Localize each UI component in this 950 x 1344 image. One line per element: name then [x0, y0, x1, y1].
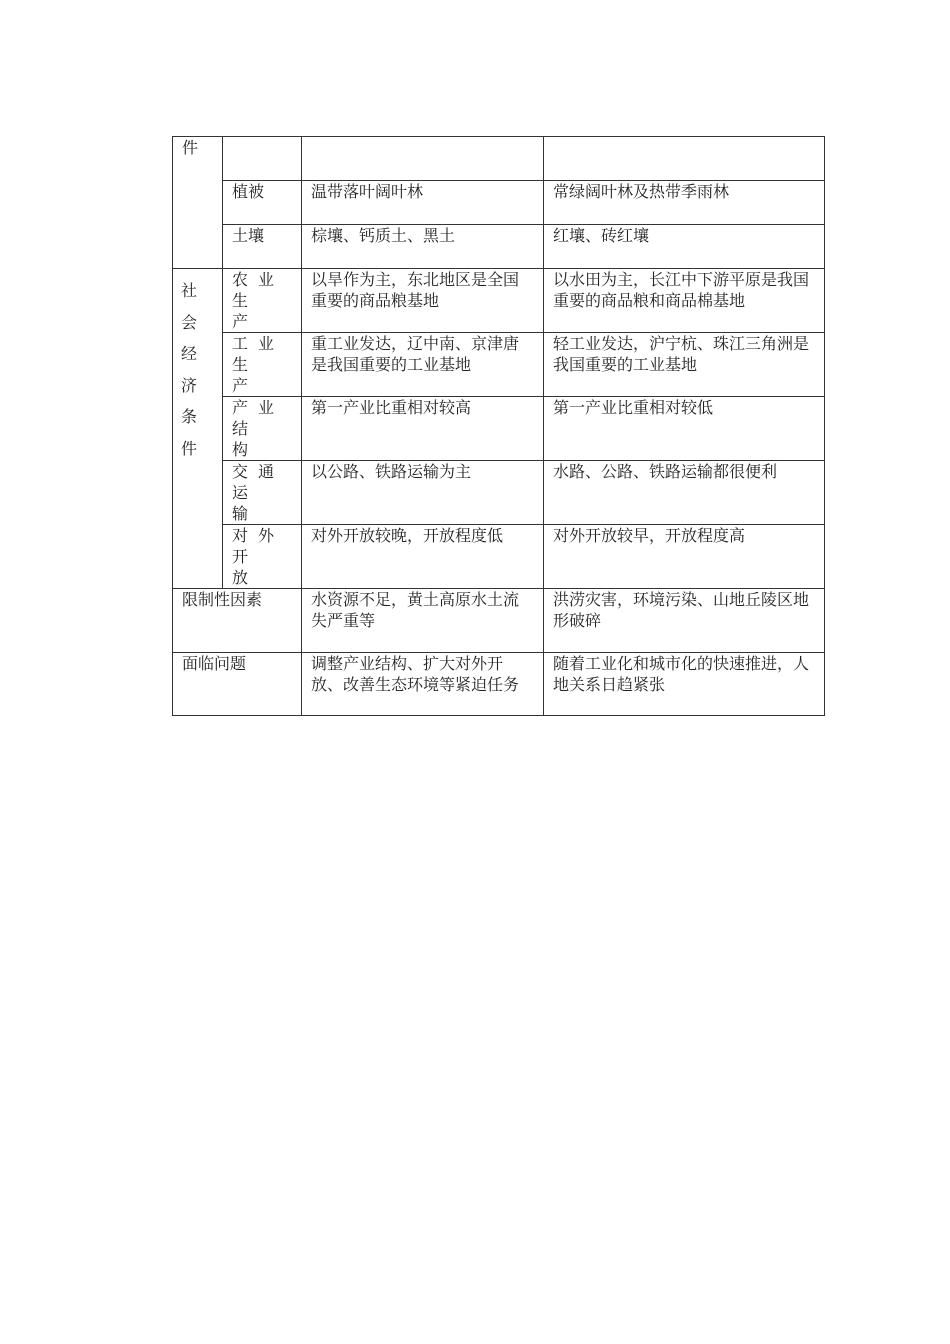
- empty-cell: [544, 137, 825, 181]
- south-cell: 红壤、砖红壤: [544, 225, 825, 269]
- label-char: 件: [181, 438, 198, 458]
- comparison-table: [172, 136, 825, 716]
- south-cell: 随着工业化和城市化的快速推进，人地关系日趋紧张: [544, 653, 825, 716]
- north-cell: 温带落叶阔叶林: [302, 181, 544, 225]
- natural-conditions-label-cell: [173, 137, 223, 269]
- factor-cell: [223, 525, 302, 589]
- south-cell: 对外开放较早，开放程度高: [544, 525, 825, 589]
- problems-label: 面临问题: [173, 653, 302, 716]
- north-cell: 以公路、铁路运输为主: [302, 461, 544, 525]
- natural-conditions-label: 件: [182, 138, 199, 157]
- factor-line: 对外开: [232, 526, 285, 566]
- south-cell: 以水田为主，长江中下游平原是我国重要的商品粮和商品棉基地: [544, 269, 825, 333]
- empty-cell: [223, 137, 302, 181]
- table-row: [173, 525, 825, 589]
- factor-line: 农业生: [232, 270, 285, 310]
- factor-cell: [223, 333, 302, 397]
- table-row: [173, 181, 825, 225]
- table-row: [173, 137, 825, 181]
- factor-line: 产业结: [232, 398, 285, 438]
- label-char: 济: [181, 375, 198, 395]
- factor-line: 交通运: [232, 462, 285, 502]
- north-cell: 调整产业结构、扩大对外开放、改善生态环境等紧迫任务: [302, 653, 544, 716]
- empty-cell: [302, 137, 544, 181]
- south-cell: 第一产业比重相对较低: [544, 397, 825, 461]
- social-economic-label-cell: [173, 269, 223, 589]
- south-cell: 轻工业发达，沪宁杭、珠江三角洲是我国重要的工业基地: [544, 333, 825, 397]
- table-row: [173, 225, 825, 269]
- factor-cell: [223, 269, 302, 333]
- table-row: [173, 333, 825, 397]
- table-row: [173, 461, 825, 525]
- south-cell: 水路、公路、铁路运输都很便利: [544, 461, 825, 525]
- factor-line: 产: [232, 376, 249, 395]
- label-char: 会: [181, 312, 198, 332]
- south-cell: 洪涝灾害，环境污染、山地丘陵区地形破碎: [544, 589, 825, 653]
- label-char: 条: [181, 407, 198, 426]
- table-row: [173, 397, 825, 461]
- north-cell: 以旱作为主，东北地区是全国重要的商品粮基地: [302, 269, 544, 333]
- table-row: [173, 653, 825, 716]
- south-cell: 常绿阔叶林及热带季雨林: [544, 181, 825, 225]
- table-row: [173, 269, 825, 333]
- factor-cell: 植被: [223, 181, 302, 225]
- label-char: 经: [181, 344, 198, 363]
- factor-line: 构: [232, 440, 249, 459]
- north-cell: 重工业发达，辽中南、京津唐是我国重要的工业基地: [302, 333, 544, 397]
- factor-cell: [223, 461, 302, 525]
- factor-line: 输: [232, 504, 249, 523]
- label-char: 社: [181, 281, 198, 300]
- factor-line: 放: [232, 568, 249, 587]
- north-cell: 第一产业比重相对较高: [302, 397, 544, 461]
- north-cell: 对外开放较晚，开放程度低: [302, 525, 544, 589]
- factor-cell: 土壤: [223, 225, 302, 269]
- north-cell: 棕壤、钙质土、黑土: [302, 225, 544, 269]
- north-cell: 水资源不足，黄土高原水土流失严重等: [302, 589, 544, 653]
- factor-cell: [223, 397, 302, 461]
- factor-line: 工业生: [232, 334, 285, 374]
- table-row: [173, 589, 825, 653]
- factor-line: 产: [232, 312, 249, 331]
- limiting-factors-label: 限制性因素: [173, 589, 302, 653]
